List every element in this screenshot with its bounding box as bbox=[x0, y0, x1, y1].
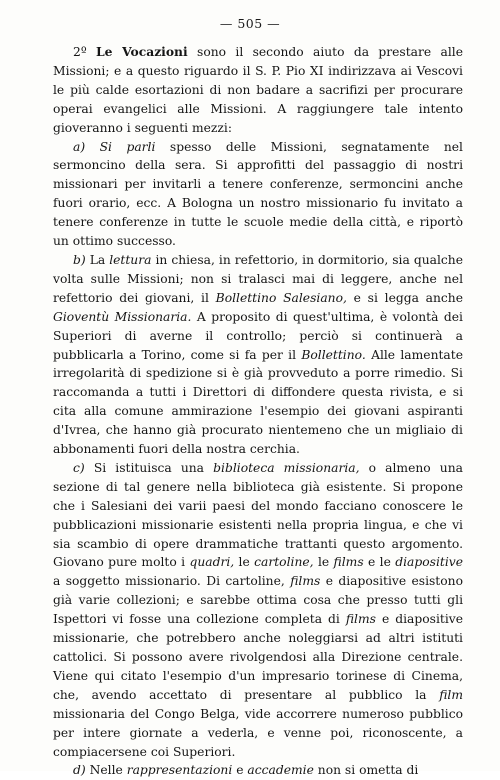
italic-text: Bollettino Salesiano, bbox=[215, 290, 347, 305]
paragraph-text: non si ometta di bbox=[317, 763, 419, 778]
italic-text: films bbox=[333, 555, 364, 570]
section-marker: 2º bbox=[73, 45, 87, 59]
page-number: — 505 — bbox=[219, 16, 281, 31]
italic-text: diapositive bbox=[395, 555, 464, 570]
paragraph-vocazioni bbox=[53, 43, 463, 138]
italic-text: films bbox=[345, 612, 376, 627]
paragraph-text: le bbox=[238, 555, 250, 570]
paragraph-text: a soggetto missionario. Di cartoline, bbox=[53, 574, 285, 589]
list-letter: a) bbox=[73, 139, 86, 154]
italic-text: Gioventù Missionaria. bbox=[53, 309, 192, 324]
paragraph-text: e si legga anche bbox=[353, 290, 463, 305]
paragraph-text: La bbox=[89, 252, 106, 267]
list-letter: c) bbox=[73, 460, 85, 475]
paragraph-text: spesso delle Missioni, segnatamente nel sermoncino della sera. Si approfitti del passaggio di nostri missionari per invitarli a tenere conferenze, sermoncini anche fuori orario, ecc. A Bologna un nostro missionario fu invitato a tenere conferenze in tutte le scuole medie della città, e riportò un ottimo successo. bbox=[53, 139, 463, 249]
italic-text: cartoline, bbox=[254, 555, 314, 570]
paragraph-c bbox=[53, 459, 463, 762]
paragraph-text: e diapositive esistono già varie collezioni; e sarebbe ottima cosa che presso tutti gli Ispettori vi fosse una collezione completa di bbox=[53, 574, 463, 627]
paragraph-text: A proposito di quest'ultima, è volontà dei Superiori di averne il controllo; perciò si continuerà a pubblicarla a Torino, come si fa per il bbox=[53, 309, 463, 362]
paragraph-text: Si istituisca una bbox=[93, 460, 205, 475]
paragraph-text: e le bbox=[368, 555, 391, 570]
paragraph-a bbox=[53, 138, 463, 251]
paragraph-text: e diapositive missionarie, che potrebbero anche noleggiarsi ad altri istituti cattolici. Si possono avere rivolgendosi alla Direzione centrale. Viene qui citato l'esempio d'un impresario torinese di Cinema, che, avendo accettato di presentare al pubblico la bbox=[53, 612, 463, 702]
italic-text: accademie bbox=[247, 763, 314, 778]
paragraph-text: e bbox=[236, 763, 244, 778]
paragraph-text: in chiesa, in refettorio, in dormitorio, sia qualche volta sulle Missioni; non si tralasci mai di leggere, anche nel refettorio dei giovani, il bbox=[53, 252, 463, 305]
italic-text: quadri, bbox=[189, 555, 235, 570]
paragraph-b bbox=[53, 251, 463, 459]
italic-text: Bollettino. bbox=[301, 347, 366, 362]
italic-text: biblioteca missionaria, bbox=[213, 460, 360, 475]
italic-text: Si parli bbox=[99, 139, 156, 154]
list-letter: d) bbox=[73, 763, 86, 778]
paragraph-text: le bbox=[317, 555, 330, 570]
paragraph-text: o almeno una sezione di tal genere nella biblioteca già esistente. Si propone che i Salesiani dei varii paesi del mondo facciano conoscere le pubblicazioni missionarie esistenti nella propria lingua, e che vi sia scambio di opere drammatiche trattanti questo argomento. Giovano pure molto i bbox=[53, 460, 463, 570]
section-title: Le Vocazioni bbox=[95, 44, 188, 59]
list-letter: b) bbox=[73, 252, 86, 267]
body-text bbox=[53, 43, 463, 780]
italic-text: rappresentazioni bbox=[126, 763, 233, 778]
paragraph-text: sono il secondo aiuto da prestare alle Missioni; e a questo riguardo il S. P. Pio XI indirizzava ai Vescovi le più calde esortazioni di non badare a sacrifizi per procurare operai evangelici alle Missioni. A raggiungere tale intento gioveranno i seguenti mezzi: bbox=[53, 45, 463, 135]
italic-text: films bbox=[290, 574, 321, 589]
paragraph-text: Nelle bbox=[89, 763, 123, 778]
paragraph-text: Alle lamentate irregolarità di spedizione si è già provveduto a porre rimedio. Si raccomanda a tutti i Direttori di diffondere questa rivista, e si cita alla comune ammirazione l'esempio dei giovani aspiranti d'Ivrea, che hanno già procurato nientemeno che un migliaio di abbonamenti fuori della nostra cerchia. bbox=[53, 347, 463, 457]
italic-text: lettura bbox=[109, 252, 152, 267]
paragraph-text: missionaria del Congo Belga, vide accorrere numeroso pubblico per intere giornate a vederla, e venne poi, riconoscente, a compiacersene coi Superiori. bbox=[53, 706, 463, 759]
italic-text: film bbox=[439, 687, 463, 702]
